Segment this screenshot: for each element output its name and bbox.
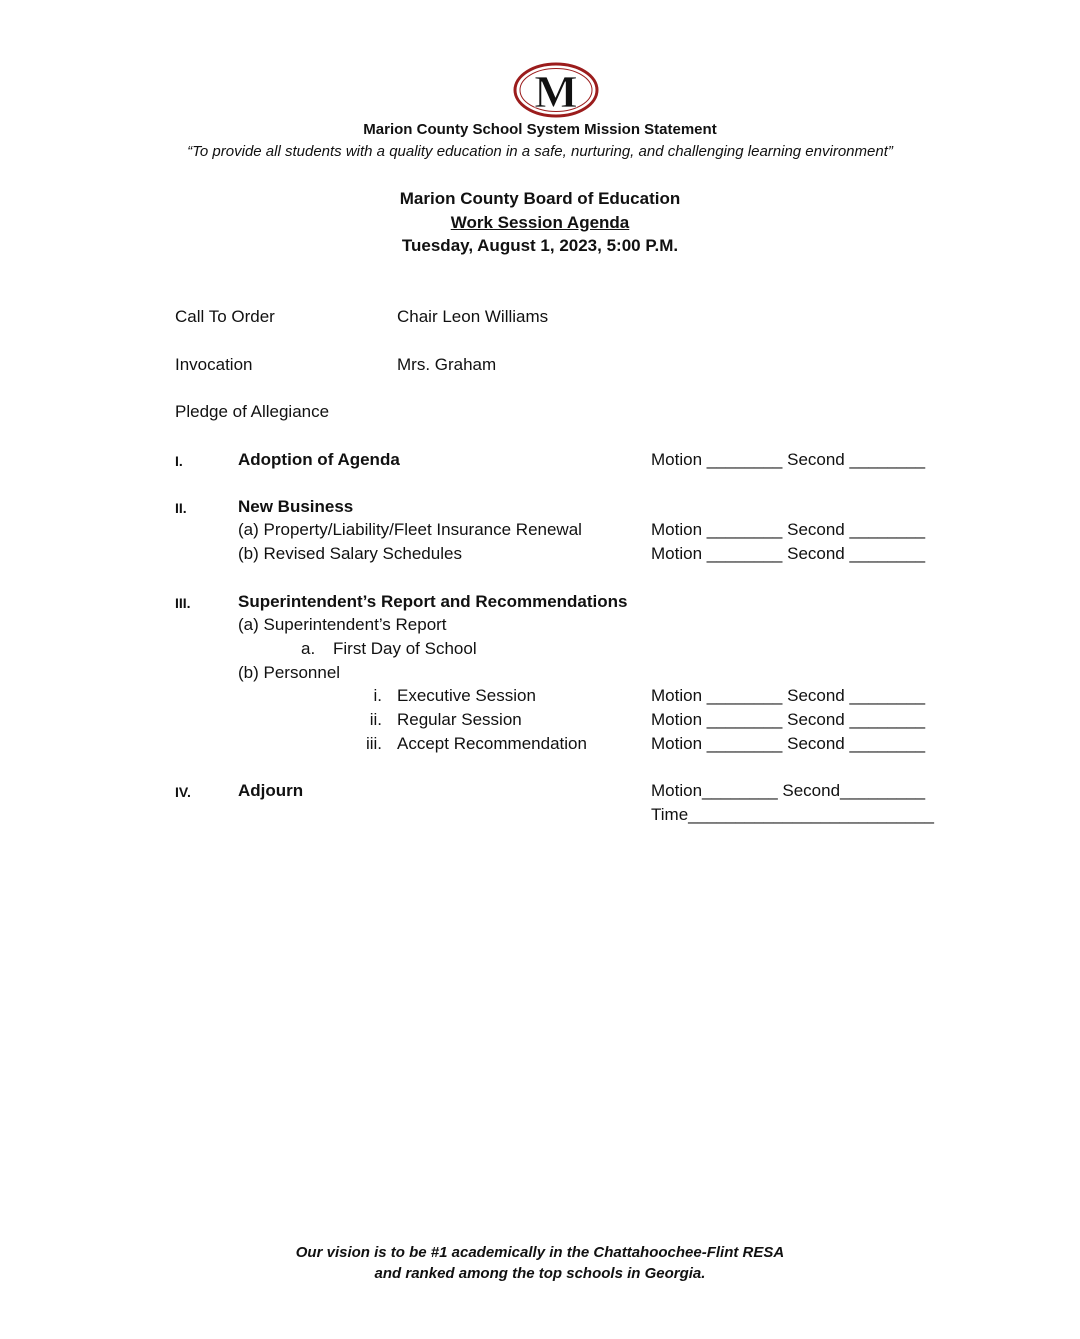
vision-statement-line-1: Our vision is to be #1 academically in the Chattahoochee-Flint RESA [295, 1244, 785, 1261]
section-3-item-a: (a) Superintendent’s Report [238, 615, 447, 634]
pledge-of-allegiance: Pledge of Allegiance [175, 402, 330, 421]
section-3-item-a-sub: First Day of School [333, 639, 477, 658]
section-2-numeral: II. [175, 500, 187, 516]
section-2-item-a-vote-line: Motion ________ Second ________ [651, 520, 926, 539]
meeting-date: Tuesday, August 1, 2023, 5:00 P.M. [401, 236, 679, 255]
section-2-item-b: (b) Revised Salary Schedules [238, 544, 462, 563]
mission-title: Marion County School System Mission Statement [363, 121, 717, 138]
invocation-person: Mrs. Graham [397, 355, 497, 374]
invocation-label: Invocation [175, 355, 253, 374]
personnel-sub-i-label: Executive Session [397, 686, 536, 705]
vision-statement-line-2: and ranked among the top schools in Georgia. [374, 1265, 706, 1282]
personnel-sub-i-vote-line: Motion ________ Second ________ [651, 686, 926, 705]
personnel-sub-ii-vote-line: Motion ________ Second ________ [651, 710, 926, 729]
agenda-title: Work Session Agenda [450, 213, 630, 232]
mission-statement: “To provide all students with a quality education in a safe, nurturing, and challenging learning environment” [187, 143, 893, 160]
section-1-numeral: I. [175, 453, 183, 469]
section-4-numeral: IV. [175, 784, 191, 800]
section-4-vote-line: Motion________ Second_________ [651, 781, 926, 800]
personnel-sub-i-marker: i. [373, 686, 382, 705]
school-logo [513, 62, 599, 118]
board-name: Marion County Board of Education [399, 189, 681, 208]
section-3-item-b: (b) Personnel [238, 663, 341, 682]
logo-letter: M [534, 66, 578, 117]
personnel-sub-iii-vote-line: Motion ________ Second ________ [651, 734, 926, 753]
section-2-item-a: (a) Property/Liability/Fleet Insurance Renewal [238, 520, 582, 539]
section-3-title: Superintendent’s Report and Recommendations [238, 592, 628, 611]
section-2-item-b-vote-line: Motion ________ Second ________ [651, 544, 926, 563]
section-3-item-a-sub-marker: a. [301, 639, 316, 658]
personnel-sub-iii-marker: iii. [365, 734, 382, 753]
call-to-order-person: Chair Leon Williams [397, 307, 549, 326]
personnel-sub-ii-marker: ii. [369, 710, 382, 729]
personnel-sub-ii-label: Regular Session [397, 710, 522, 729]
call-to-order-label: Call To Order [175, 307, 275, 326]
section-4-title: Adjourn [238, 781, 304, 800]
personnel-sub-iii-label: Accept Recommendation [397, 734, 587, 753]
section-4-time-line: Time__________________________ [651, 805, 934, 824]
section-3-numeral: III. [175, 595, 191, 611]
section-1-title: Adoption of Agenda [238, 450, 400, 469]
section-2-title: New Business [238, 497, 354, 516]
section-1-vote-line: Motion ________ Second ________ [651, 450, 926, 469]
